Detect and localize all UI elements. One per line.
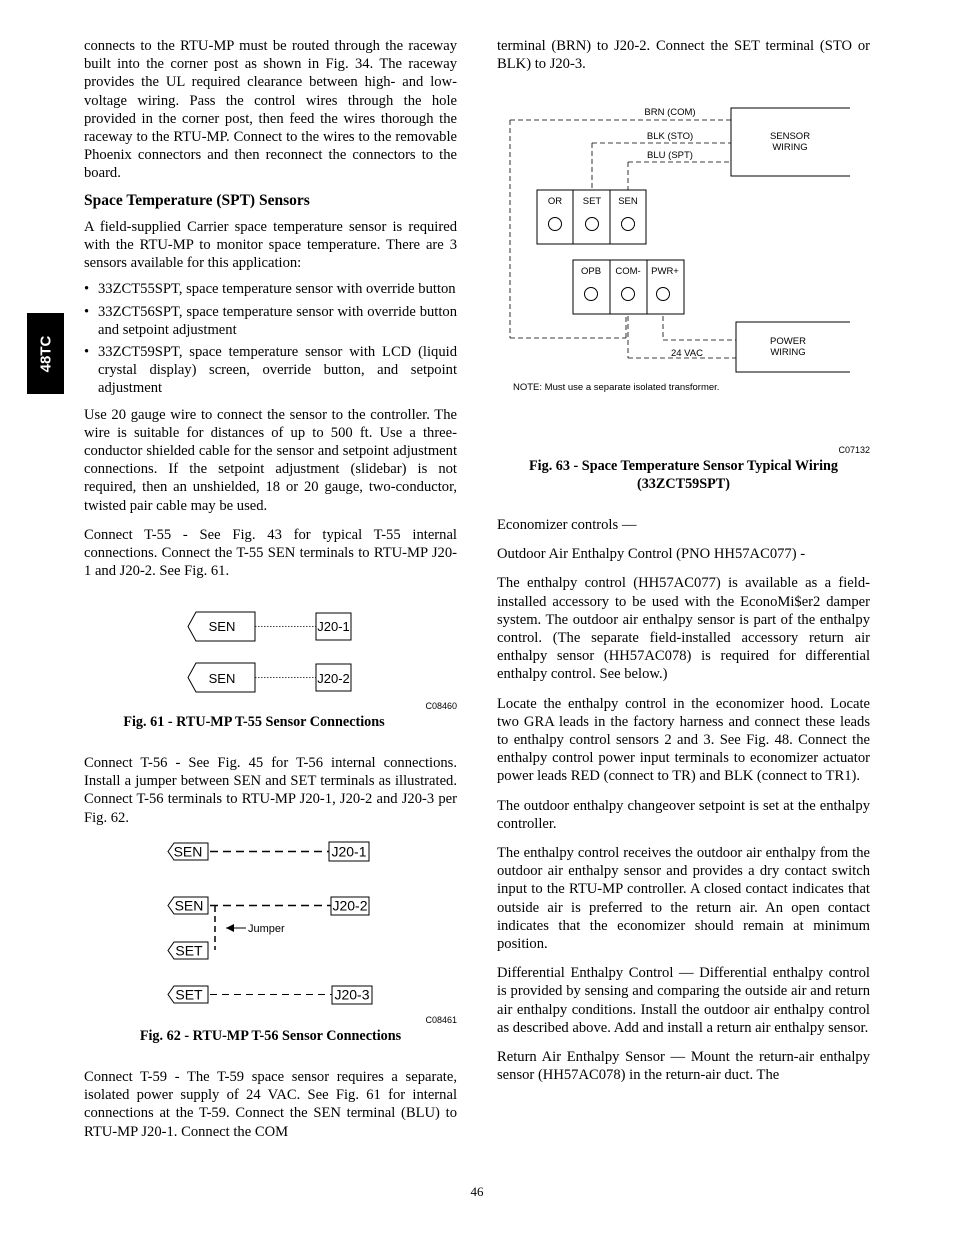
fig62-j1-label: J20-1 [331,843,367,860]
paragraph: connects to the RTU-MP must be routed through the raceway built into the corner post as shown in Fig. 34. The raceway provides the UL required clearance between high- and low-voltage wiring. Pass the control wires through the hole provided in the corner post, then feed the wires thorough the raceway to the RTU-MP. Connect to the wires to the removable Phoenix connectors and then reconnect the connectors to the board. [84,38,457,182]
paragraph: The outdoor enthalpy changeover setpoint is set at the enthalpy controller. [497,797,870,832]
terminal-opb-label: OPB [580,266,602,277]
fig61-sen2-label: SEN [208,671,236,686]
fig62-j3-label: J20-3 [334,986,370,1003]
right-column [497,516,870,1084]
paragraph: The enthalpy control (HH57AC077) is available as a field-installed accessory to be used with the EconoMi$er2 damper system. The outdoor air enthalpy sensor is part of the enthalpy control. (The separate field-installed accessory return air enthalpy sensor (HH57AC078) is required for differential enthalpy control. See below.) [497,575,870,683]
fig63-brn-label: BRN (COM) [644,107,696,118]
vac-label: 24 VAC [670,348,704,359]
paragraph: Locate the enthalpy control in the economizer hood. Locate two GRA leads in the factory harness and connect these leads to enthalpy control sensors 2 and 3. See Fig. 48. Connect the enthalpy control power input terminals to economizer actuator power leads RED (connect to TR) and BLK (connect to TR1). [497,695,870,785]
page-number: 46 [470,1184,484,1199]
fig61-diagram [84,605,457,709]
paragraph: A field-supplied Carrier space temperature sensor is required with the RTU-MP to monitor space temperature. There are 3 sensors available for this application: [84,218,457,272]
section-heading: Space Temperature (SPT) Sensors [84,191,310,209]
terminal-or-label: OR [547,196,563,207]
fig62-code: C08461 [425,1015,457,1025]
sensor-wiring-label-2: WIRING [772,142,808,153]
list-item-text: 33ZCT56SPT, space temperature sensor with override button and setpoint adjustment [98,303,457,338]
fig61-sen1-label: SEN [208,619,236,634]
fig62-sen1-label: SEN [173,843,203,860]
paragraph: terminal (BRN) to J20-2. Connect the SET terminal (STO or BLK) to J20-3. [497,38,870,73]
fig62-caption: Fig. 62 - RTU-MP T-56 Sensor Connections [139,1028,402,1044]
fig63-note: NOTE: Must use a separate isolated transformer. [513,382,720,393]
paragraph: Connect T-55 - See Fig. 43 for typical T-55 internal connections. Connect the T-55 SEN terminals to RTU-MP J20-1 and J20-2. See Fig. 61. [84,526,457,580]
fig62-set1-label: SET [175,942,203,959]
right-column-top [497,37,870,73]
fig61-caption: Fig. 61 - RTU-MP T-55 Sensor Connections [123,714,385,730]
fig61-j2-label: J20-2 [317,671,350,686]
terminal-pwr-label: PWR+ [651,266,679,277]
paragraph: Use 20 gauge wire to connect the sensor to the controller. The wire is suitable for distances of up to 500 ft. Use a three-conductor shielded cable for the sensor and setpoint adjustment connections. If the setpoint adjustment (slidebar) is not required, then an unshielded, 18 or 20 gauge, two-conductor, twisted pair cable may be used. [84,406,457,514]
sensor-wiring-label-1: SENSOR [769,131,811,142]
paragraph: Outdoor Air Enthalpy Control (PNO HH57AC077) - [497,546,806,563]
fig62-j2-label: J20-2 [332,897,368,914]
terminal-sen-label: SEN [618,196,638,207]
list-item: • 33ZCT56SPT, space temperature sensor with override button and setpoint adjustment [84,303,457,338]
fig61-j1-label: J20-1 [317,619,350,634]
section-tab [27,313,64,394]
paragraph: Differential Enthalpy Control — Differential enthalpy control is provided by sensing and comparing the outside air and return air enthalpy conditions. Install the outdoor air enthalpy control as described above. Add and install a return air enthalpy sensor. [497,965,870,1036]
jumper-label: Jumper [248,923,285,935]
fig63-blk-label: BLK (STO) [646,131,694,142]
fig62-set2-label: SET [175,986,203,1003]
left-column [84,37,457,580]
paragraph: Connect T-56 - See Fig. 45 for T-56 internal connections. Install a jumper between SEN and SET terminals as illustrated. Connect T-56 terminals to RTU-MP J20-1, J20-2 and J20-3 per Fig. 62. [84,755,457,826]
terminal-set-label: SET [582,196,602,207]
fig61-code: C08460 [425,701,457,709]
paragraph: Connect T-59 - The T-59 space sensor requires a separate, isolated power supply of 24 VAC. See Fig. 61 for internal connections at the T-59. Connect the SEN terminal (BLU) to RTU-MP J20-1. Connect the COM [84,1069,457,1140]
list-item: • 33ZCT59SPT, space temperature sensor with LCD (liquid crystal display) screen, override button, and setpoint adjustment [84,344,457,397]
power-wiring-label-2: WIRING [770,347,806,358]
left-column-3 [84,1068,457,1141]
terminal-com-label: COM- [615,266,641,277]
power-wiring-label-1: POWER [770,336,806,347]
fig63-blu-label: BLU (SPT) [647,150,693,161]
paragraph: Return Air Enthalpy Sensor — Mount the return-air enthalpy sensor (HH57AC078) in the return-air duct. The [497,1049,870,1084]
left-column-2 [84,754,457,827]
paragraph: The enthalpy control receives the outdoor air enthalpy from the outdoor air enthalpy sensor and provides a dry contact switch input to the RTU-MP controller. A closed contact indicates that outside air is preferred to the return air. An open contact indicates that the economizer should remain at minimum position. [497,845,870,953]
fig62-diagram [84,838,457,1026]
list-item-text: 33ZCT55SPT, space temperature sensor with override button [98,281,456,298]
section-tab-label: 48TC [37,335,54,372]
fig63-diagram [497,100,870,458]
fig62-sen2-label: SEN [174,897,204,914]
fig63-caption: Fig. 63 - Space Temperature Sensor Typical Wiring (33ZCT59SPT) [529,458,838,493]
list-item-text: 33ZCT59SPT, space temperature sensor with LCD (liquid crystal display) screen, override button, and setpoint adjustment [98,344,457,397]
fig63-code: C07132 [838,445,870,455]
list-item: • 33ZCT55SPT, space temperature sensor with override button [84,281,456,298]
paragraph: Economizer controls — [497,517,637,533]
